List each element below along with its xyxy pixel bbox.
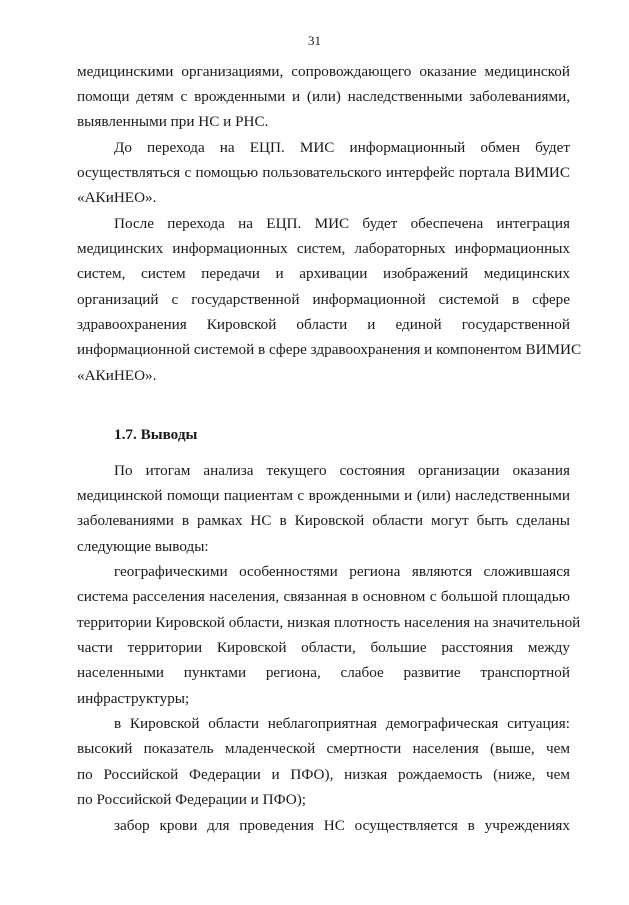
text-line: заболеваниями в рамках НС в Кировской области могут быть сделаны xyxy=(77,512,570,529)
text-line: медицинскими организациями, сопровождающего оказание медицинской xyxy=(77,63,570,80)
text-line: медицинской помощи пациентам с врожденными и (или) наследственными xyxy=(77,487,570,504)
text-line: населенными пунктами региона, слабое развитие транспортной xyxy=(77,664,570,681)
section-heading: 1.7. Выводы xyxy=(114,426,198,443)
text-line: выявленными при НС и РНС. xyxy=(77,113,269,130)
text-line: После перехода на ЕЦП. МИС будет обеспечена интеграция xyxy=(114,215,570,232)
text-line: система расселения населения, связанная в основном с большой площадью xyxy=(77,588,570,605)
text-line: «АКиНЕО». xyxy=(77,189,157,206)
text-line: информационной системой в сфере здравоохранения и компонентом ВИМИС xyxy=(77,341,582,358)
text-line: До перехода на ЕЦП. МИС информационный обмен будет xyxy=(114,139,570,156)
text-line: территории Кировской области, низкая плотность населения на значительной xyxy=(77,614,581,631)
text-line: «АКиНЕО». xyxy=(77,367,157,384)
text-line: по Российской Федерации и ПФО), низкая рождаемость (ниже, чем xyxy=(77,766,570,783)
text-line: высокий показатель младенческой смертности населения (выше, чем xyxy=(77,740,570,757)
page-number: 31 xyxy=(308,33,321,48)
text-line: медицинских информационных систем, лабораторных информационных xyxy=(77,240,570,257)
text-line: По итогам анализа текущего состояния организации оказания xyxy=(114,462,570,479)
text-line: в Кировской области неблагоприятная демографическая ситуация: xyxy=(114,715,570,732)
text-line: здравоохранения Кировской области и единой государственной xyxy=(77,316,570,333)
text-line: инфраструктуры; xyxy=(77,690,190,707)
text-line: организаций с государственной информационной системой в сфере xyxy=(77,291,570,308)
text-line: следующие выводы: xyxy=(77,538,209,555)
text-line: осуществляться с помощью пользовательского интерфейс портала ВИМИС xyxy=(77,164,570,181)
text-line: части территории Кировской области, большие расстояния между xyxy=(77,639,570,656)
text-line: забор крови для проведения НС осуществляется в учреждениях xyxy=(114,817,570,834)
text-line: систем, систем передачи и архивации изображений медицинских xyxy=(77,265,570,282)
text-line: помощи детям с врожденными и (или) наследственными заболеваниями, xyxy=(77,88,570,105)
text-line: географическими особенностями региона являются сложившаяся xyxy=(114,563,570,580)
text-line: по Российской Федерации и ПФО); xyxy=(77,791,307,808)
